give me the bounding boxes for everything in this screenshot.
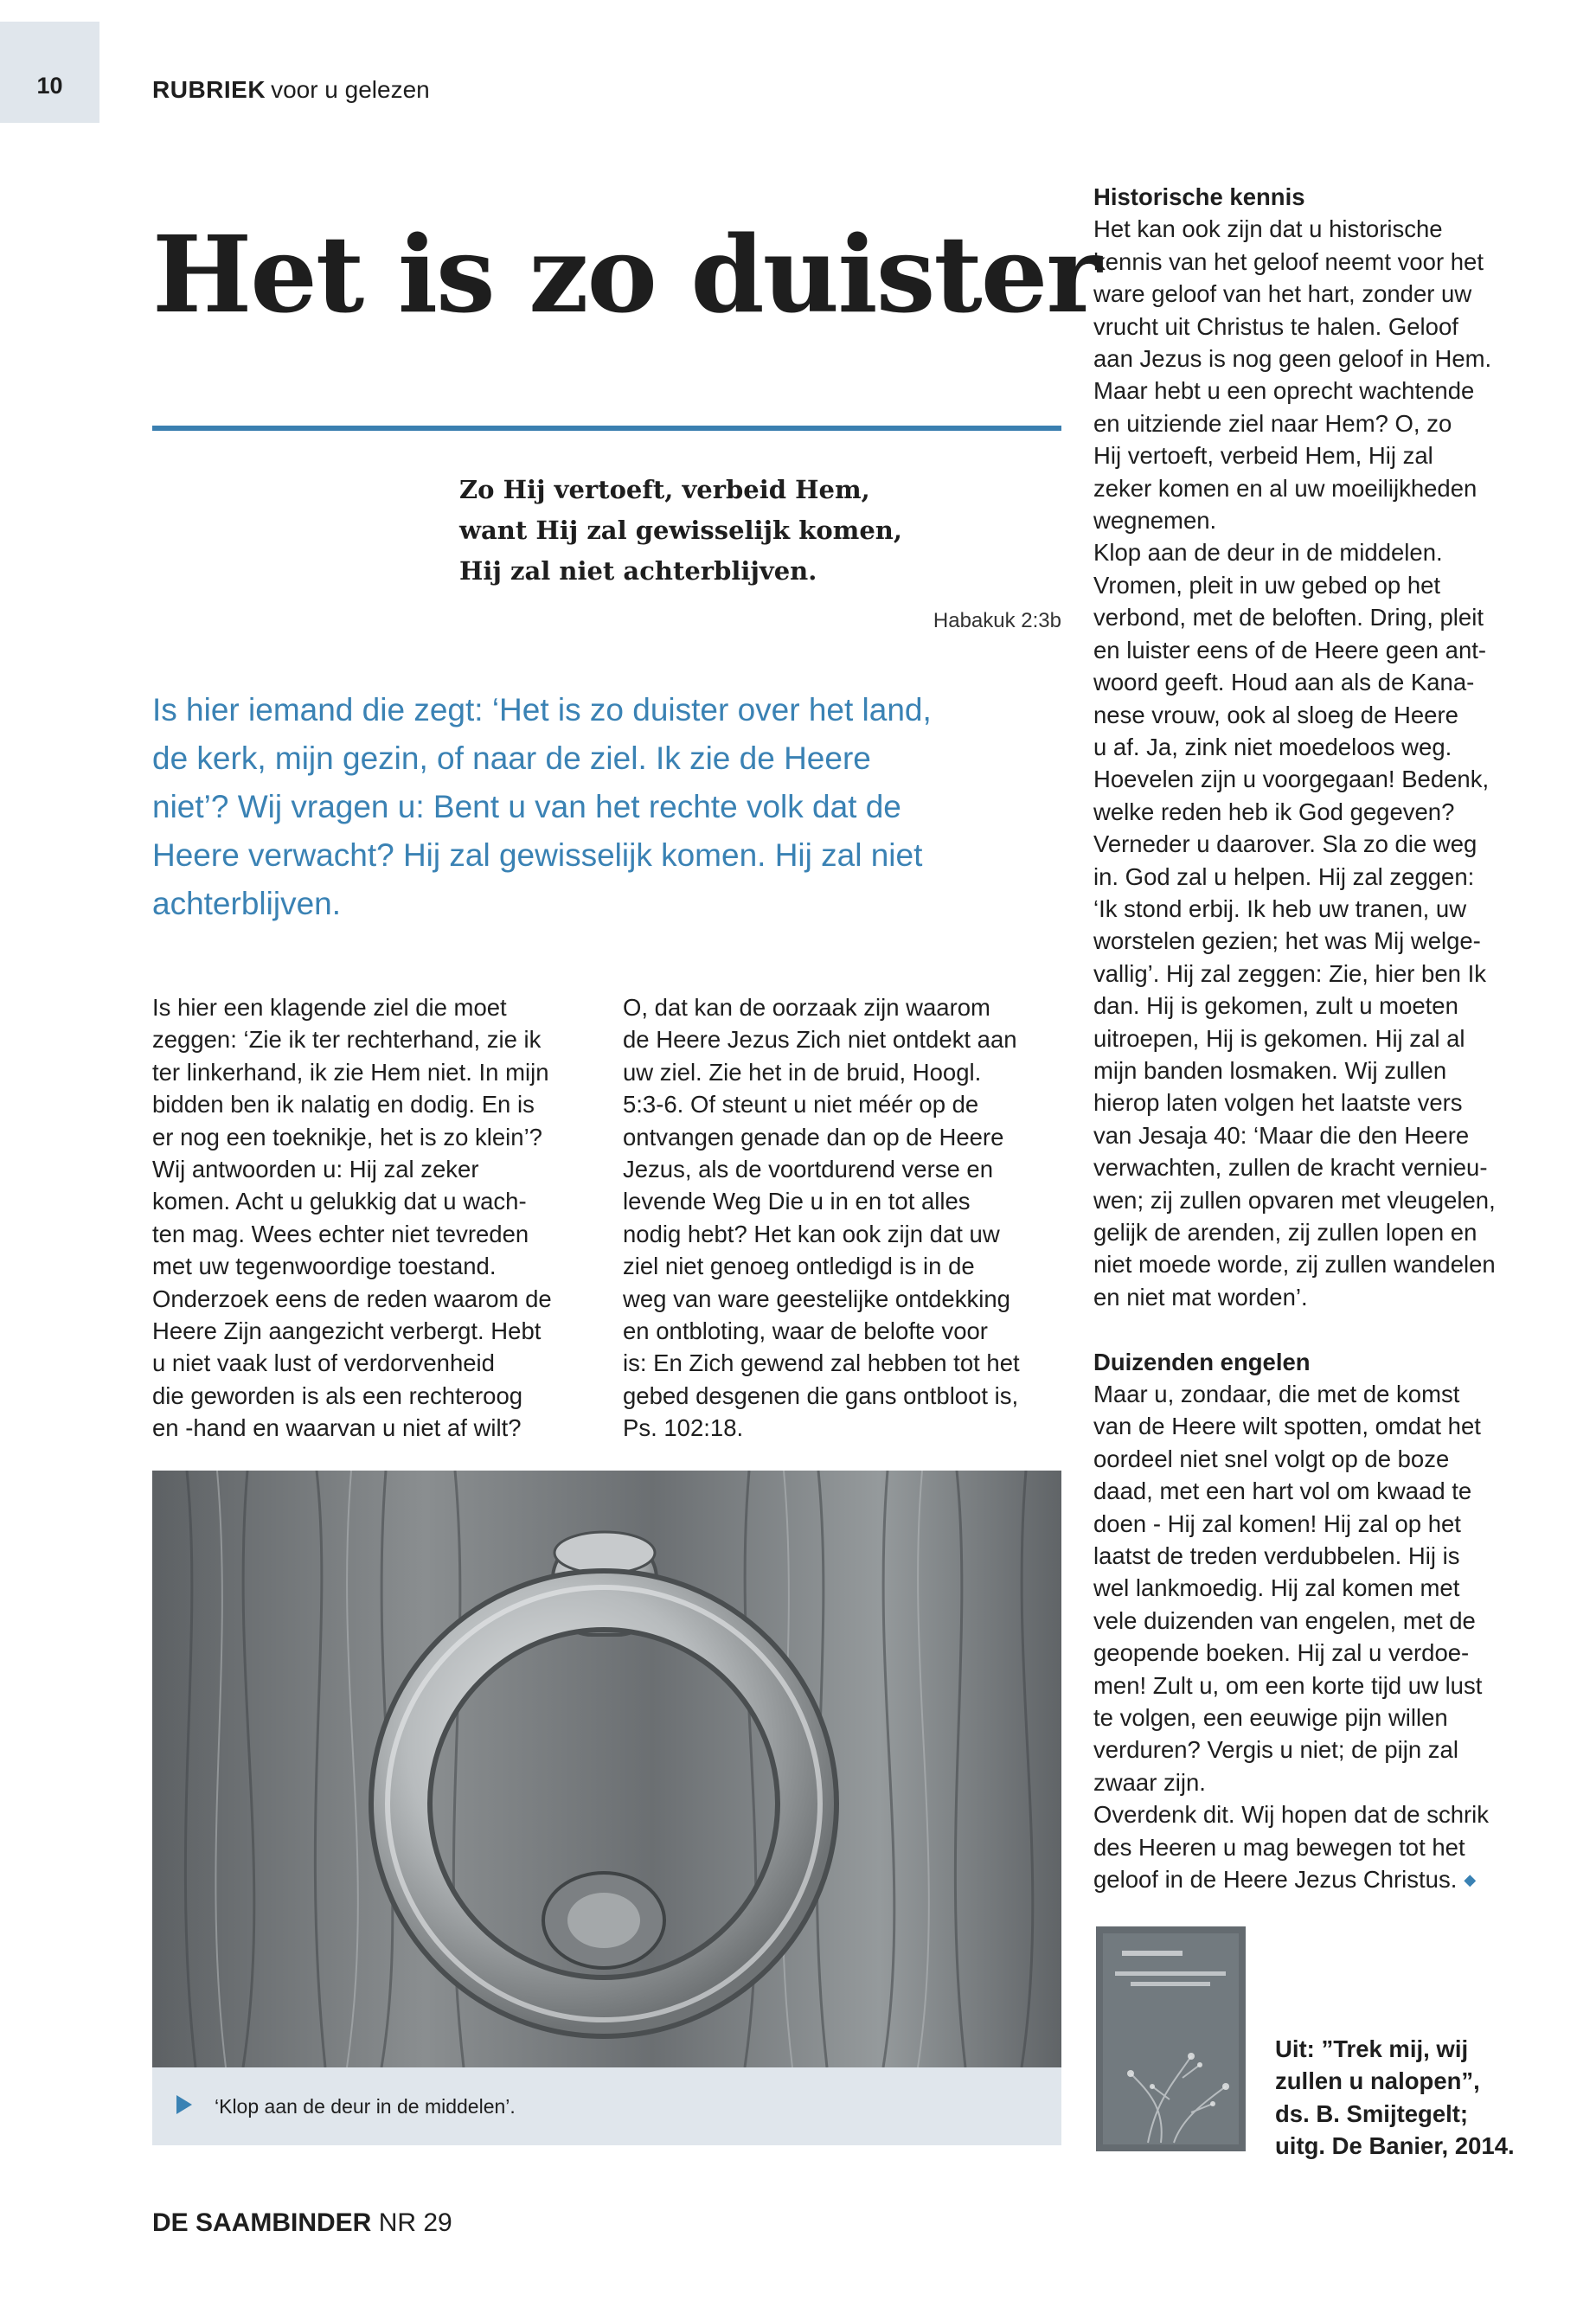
text-line: Hoevelen zijn u voorgegaan! Bedenk, bbox=[1093, 766, 1490, 793]
text-line: verbond, met de beloften. Dring, pleit bbox=[1093, 604, 1484, 631]
text-line: uitroepen, Hij is gekomen. Hij zal al bbox=[1093, 1024, 1465, 1052]
section-duizenden-engelen bbox=[1093, 1378, 1578, 1863]
text-line: Hij vertoeft, verbeid Hem, Hij zal bbox=[1093, 442, 1433, 470]
text-line: niet moede worde, zij zullen wandelen bbox=[1093, 1251, 1496, 1279]
text-line: uw ziel. Zie het in de bruid, Hoogl. bbox=[623, 1058, 982, 1086]
text-line: geopende boeken. Hij zal u verdoe- bbox=[1093, 1639, 1470, 1667]
text-line: gelijk de arenden, zij zullen lopen en bbox=[1093, 1219, 1477, 1246]
text-line: doen - Hij zal komen! Hij zal op het bbox=[1093, 1509, 1461, 1537]
photo-caption: ‘Klop aan de deur in de middelen’. bbox=[215, 2095, 516, 2118]
text-line: nodig hebt? Het kan ook zijn dat uw bbox=[623, 1220, 1000, 1247]
source-line: Uit: ”Trek mij, wij bbox=[1275, 2035, 1469, 2062]
text-line: ontvangen genade dan op de Heere bbox=[623, 1123, 1004, 1150]
text-line: Ps. 102:18. bbox=[623, 1414, 744, 1442]
text-line: Maar hebt u een oprecht wachtende bbox=[1093, 377, 1475, 405]
photo-caption-bar bbox=[152, 2067, 1061, 2145]
text-line: u niet vaak lust of verdorvenheid bbox=[152, 1349, 495, 1377]
text-line: 5:3-6. Of steunt u niet méér op de bbox=[623, 1091, 979, 1118]
text-line: nese vrouw, ook al sloeg de Heere bbox=[1093, 701, 1458, 728]
intro-line: Heere verwacht? Hij zal gewisselijk komen. Hij zal niet bbox=[152, 837, 923, 873]
section-label: RUBRIEK bbox=[152, 76, 266, 103]
text-line: en uitziende ziel naar Hem? O, zo bbox=[1093, 409, 1452, 437]
text-line: verwachten, zullen de kracht vernieu- bbox=[1093, 1154, 1488, 1182]
text-line: de Heere Jezus Zich niet ontdekt aan bbox=[623, 1026, 1017, 1054]
text-line: wegnemen. bbox=[1093, 507, 1217, 535]
text-line: Wij antwoorden u: Hij zal zeker bbox=[152, 1156, 479, 1183]
text-line: aan Jezus is nog geen geloof in Hem. bbox=[1093, 345, 1492, 373]
text-line: in. God zal u helpen. Hij zal zeggen: bbox=[1093, 862, 1475, 890]
text-line bbox=[1093, 1863, 1578, 1896]
body-column-1 bbox=[152, 991, 602, 1445]
text-line: wen; zij zullen opvaren met vleugelen, bbox=[1093, 1186, 1496, 1214]
article-title: Het is zo duister bbox=[152, 212, 1100, 336]
body-column-2 bbox=[623, 991, 1073, 1445]
text-line: kennis van het geloof neemt voor het bbox=[1093, 247, 1484, 275]
text-line: vallig’. Hij zal zeggen: Zie, hier ben Ik bbox=[1093, 959, 1486, 987]
text-line: Klop aan de deur in de middelen. bbox=[1093, 539, 1443, 567]
section-historische-kennis bbox=[1093, 213, 1578, 1313]
intro-line: Is hier iemand die zegt: ‘Het is zo duister over het land, bbox=[152, 692, 932, 727]
quote-line: want Hij zal gewisselijk komen, bbox=[459, 516, 902, 545]
text-line: en luister eens of de Heere geen ant- bbox=[1093, 636, 1487, 663]
magazine-name: DE SAAMBINDER bbox=[152, 2208, 372, 2237]
text-line: u af. Ja, zink niet moedeloos weg. bbox=[1093, 733, 1452, 760]
text-line: O, dat kan de oorzaak zijn waarom bbox=[623, 994, 990, 1021]
text-line: en -hand en waarvan u niet af wilt? bbox=[152, 1414, 522, 1442]
subheading-duizenden-engelen: Duizenden engelen bbox=[1093, 1348, 1311, 1375]
text-line: worstelen gezien; het was Mij welge- bbox=[1093, 927, 1481, 955]
text-line: Heere Zijn aangezicht verbergt. Hebt bbox=[152, 1317, 542, 1345]
text-line: weg van ware geestelijke ontdekking bbox=[623, 1285, 1010, 1312]
text-line: gebed desgenen die gans ontbloot is, bbox=[623, 1381, 1019, 1409]
bible-quote bbox=[459, 470, 1030, 592]
text-line: dan. Hij is gekomen, zult u moeten bbox=[1093, 992, 1458, 1020]
text-line: oordeel niet snel volgt op de boze bbox=[1093, 1445, 1450, 1472]
intro-line: niet’? Wij vragen u: Bent u van het rechte volk dat de bbox=[152, 789, 901, 824]
text-line: men! Zult u, om een korte tijd uw lust bbox=[1093, 1671, 1483, 1699]
text-line: te volgen, een eeuwige pijn willen bbox=[1093, 1704, 1448, 1732]
page-number: 10 bbox=[36, 73, 63, 99]
text-line: mijn banden losmaken. Wij zullen bbox=[1093, 1056, 1447, 1084]
intro-line: achterblijven. bbox=[152, 886, 342, 921]
book-source bbox=[1275, 2033, 1515, 2163]
quote-reference: Habakuk 2:3b bbox=[933, 609, 1061, 632]
body-column-3 bbox=[1093, 181, 1578, 1897]
intro-line: de kerk, mijn gezin, of naar de ziel. Ik zie de Heere bbox=[152, 740, 871, 776]
text-line: bidden ben ik nalatig en dodig. En is bbox=[152, 1091, 535, 1118]
text-line: Vromen, pleit in uw gebed op het bbox=[1093, 571, 1441, 599]
text-line: ware geloof van het hart, zonder uw bbox=[1093, 280, 1472, 308]
text-line: wel lankmoedig. Hij zal komen met bbox=[1093, 1574, 1460, 1602]
text-line: Maar u, zondaar, die met de komst bbox=[1093, 1381, 1460, 1408]
door-knocker-photo bbox=[152, 1471, 1061, 2067]
source-line: ds. B. Smijtegelt; bbox=[1275, 2099, 1469, 2127]
text-line: en ontbloting, waar de belofte voor bbox=[623, 1317, 988, 1345]
text-line: des Heeren u mag bewegen tot het bbox=[1093, 1833, 1465, 1861]
text-line: Onderzoek eens de reden waarom de bbox=[152, 1285, 552, 1312]
text-line: welke reden heb ik God gegeven? bbox=[1093, 798, 1455, 825]
book-cover-image bbox=[1096, 1926, 1246, 2151]
text-line: zwaar zijn. bbox=[1093, 1768, 1206, 1796]
quote-line: Zo Hij vertoeft, verbeid Hem, bbox=[459, 475, 870, 504]
caption-arrow-icon bbox=[176, 2095, 192, 2114]
closing-line: geloof in de Heere Jezus Christus. bbox=[1093, 1866, 1458, 1894]
text-line: levende Weg Die u in en tot alles bbox=[623, 1188, 971, 1215]
text-line: hierop laten volgen het laatste vers bbox=[1093, 1089, 1463, 1117]
issue-number: NR 29 bbox=[378, 2208, 452, 2237]
text-line: is: En Zich gewend zal hebben tot het bbox=[623, 1349, 1020, 1377]
text-line: komen. Acht u gelukkig dat u wach- bbox=[152, 1188, 527, 1215]
quote-line: Hij zal niet achterblijven. bbox=[459, 556, 817, 586]
text-line: zeker komen en al uw moeilijkheden bbox=[1093, 474, 1477, 502]
section-header bbox=[152, 78, 430, 102]
text-line: van de Heere wilt spotten, omdat het bbox=[1093, 1413, 1481, 1440]
door-knocker-image bbox=[152, 1471, 1061, 2067]
text-line: er nog een toeknikje, het is zo klein’? bbox=[152, 1123, 542, 1150]
text-line: Het kan ook zijn dat u historische bbox=[1093, 215, 1443, 243]
text-line: zeggen: ‘Zie ik ter rechterhand, zie ik bbox=[152, 1026, 542, 1054]
text-line: laatst de treden verdubbelen. Hij is bbox=[1093, 1542, 1460, 1570]
text-line: ter linkerhand, ik zie Hem niet. In mijn bbox=[152, 1058, 549, 1086]
text-line: Overdenk dit. Wij hopen dat de schrik bbox=[1093, 1801, 1490, 1829]
text-line: van Jesaja 40: ‘Maar die den Heere bbox=[1093, 1121, 1470, 1149]
source-line: zullen u nalopen”, bbox=[1275, 2067, 1480, 2095]
title-divider bbox=[152, 426, 1061, 431]
text-line: ‘Ik stond erbij. Ik heb uw tranen, uw bbox=[1093, 894, 1467, 922]
text-line: daad, met een hart vol om kwaad te bbox=[1093, 1477, 1472, 1505]
text-line: ziel niet genoeg ontledigd is in de bbox=[623, 1253, 975, 1280]
subheading-historische-kennis: Historische kennis bbox=[1093, 183, 1305, 210]
section-spacer bbox=[1093, 1313, 1578, 1345]
text-line: Is hier een klagende ziel die moet bbox=[152, 994, 507, 1021]
text-line: met uw tegenwoordige toestand. bbox=[152, 1253, 497, 1280]
text-line: Jezus, als de voortdurend verse en bbox=[623, 1156, 994, 1183]
text-line: Verneder u daarover. Sla zo die weg bbox=[1093, 830, 1477, 858]
text-line: en niet mat worden’. bbox=[1093, 1283, 1308, 1311]
book-cover-art bbox=[1096, 1926, 1246, 2151]
intro-paragraph bbox=[152, 686, 1069, 928]
section-subtitle: voor u gelezen bbox=[271, 76, 430, 103]
text-line: woord geeft. Houd aan als de Kana- bbox=[1093, 669, 1475, 696]
page-footer bbox=[152, 2210, 452, 2236]
text-line: die geworden is als een rechteroog bbox=[152, 1381, 523, 1409]
end-diamond-icon: ◆ bbox=[1464, 1871, 1477, 1889]
text-line: vrucht uit Christus te halen. Geloof bbox=[1093, 312, 1458, 340]
text-line: ten mag. Wees echter niet tevreden bbox=[152, 1220, 529, 1247]
text-line: vele duizenden van engelen, met de bbox=[1093, 1606, 1476, 1634]
source-line: uitg. De Banier, 2014. bbox=[1275, 2132, 1515, 2160]
text-line: verduren? Vergis u niet; de pijn zal bbox=[1093, 1736, 1458, 1764]
